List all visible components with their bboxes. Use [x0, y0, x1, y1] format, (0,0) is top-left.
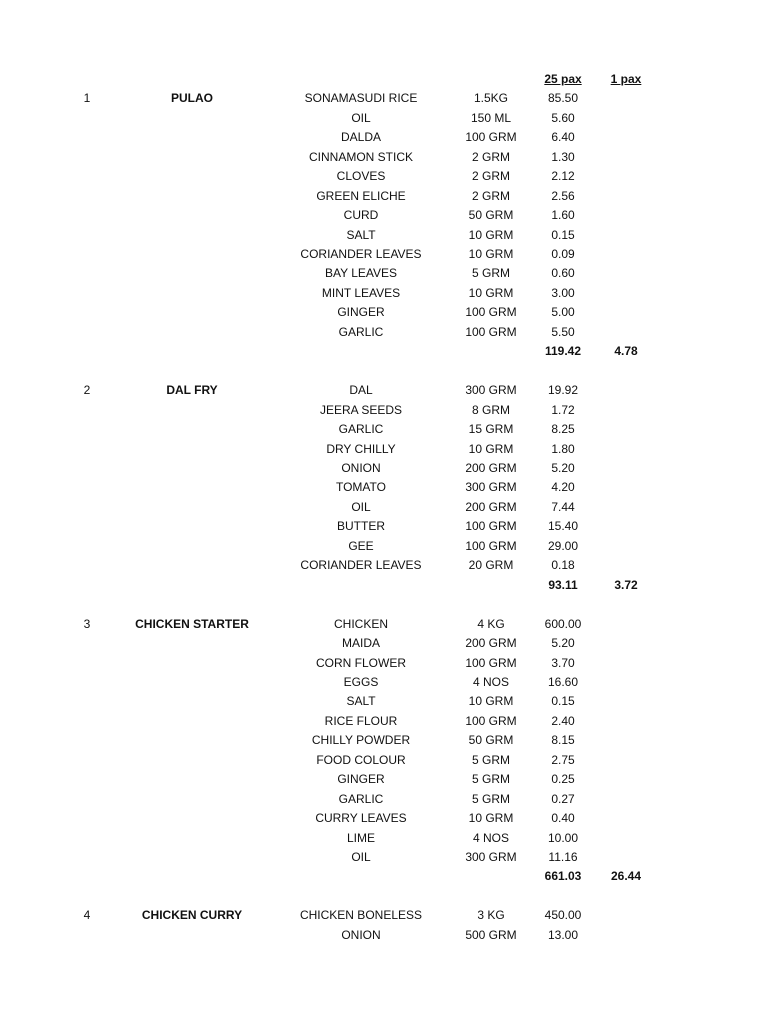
total-25-pax: 661.03 — [544, 869, 582, 883]
ingredient-quantity: 5 GRM — [471, 772, 510, 786]
ingredient-quantity: 5 GRM — [471, 753, 510, 767]
ingredient-quantity: 4 NOS — [472, 831, 509, 845]
ingredient-name: CINNAMON STICK — [308, 150, 413, 164]
ingredient-cost: 15.40 — [547, 519, 579, 533]
ingredient-cost: 19.92 — [547, 383, 579, 397]
total-row — [0, 342, 768, 361]
ingredient-row — [0, 478, 768, 497]
ingredient-quantity: 50 GRM — [468, 208, 514, 222]
ingredient-row — [0, 848, 768, 867]
ingredient-row — [0, 770, 768, 789]
ingredient-name: OIL — [351, 111, 371, 125]
ingredient-name: CORN FLOWER — [316, 656, 406, 670]
ingredient-name: DRY CHILLY — [326, 442, 396, 456]
ingredient-quantity: 100 GRM — [465, 656, 517, 670]
total-1-pax: 26.44 — [610, 869, 642, 883]
ingredient-cost: 5.00 — [551, 305, 575, 319]
ingredient-quantity: 300 GRM — [465, 480, 517, 494]
ingredient-cost: 1.72 — [551, 403, 575, 417]
ingredient-row — [0, 751, 768, 770]
ingredient-cost: 5.20 — [551, 636, 575, 650]
ingredient-name: GARLIC — [338, 792, 384, 806]
ingredient-name: CHILLY POWDER — [311, 733, 411, 747]
ingredient-row — [0, 148, 768, 167]
header-1-pax: 1 pax — [610, 72, 642, 86]
ingredient-name: RICE FLOUR — [324, 714, 398, 728]
ingredient-quantity: 10 GRM — [468, 694, 514, 708]
ingredient-cost: 0.60 — [551, 266, 575, 280]
ingredient-row — [0, 906, 768, 925]
ingredient-quantity: 2 GRM — [471, 150, 510, 164]
dish-number: 2 — [83, 383, 91, 397]
ingredient-quantity: 100 GRM — [465, 539, 517, 553]
ingredient-quantity: 500 GRM — [465, 928, 517, 942]
ingredient-name: SALT — [346, 228, 376, 242]
ingredient-row — [0, 167, 768, 186]
ingredient-row — [0, 284, 768, 303]
ingredient-row — [0, 187, 768, 206]
ingredient-row — [0, 498, 768, 517]
ingredient-row — [0, 517, 768, 536]
ingredient-name: OIL — [351, 500, 371, 514]
ingredient-cost: 6.40 — [551, 130, 575, 144]
dish-number: 4 — [83, 908, 91, 922]
ingredient-row — [0, 926, 768, 945]
ingredient-quantity: 20 GRM — [468, 558, 514, 572]
ingredient-name: GINGER — [337, 772, 385, 786]
ingredient-name: DALDA — [340, 130, 381, 144]
dish-name: CHICKEN STARTER — [135, 617, 249, 631]
ingredient-cost: 1.60 — [551, 208, 575, 222]
ingredient-name: BUTTER — [337, 519, 385, 533]
ingredient-name: EGGS — [343, 675, 379, 689]
ingredient-quantity: 150 ML — [470, 111, 512, 125]
ingredient-row — [0, 109, 768, 128]
ingredient-row — [0, 245, 768, 264]
ingredient-cost: 2.40 — [551, 714, 575, 728]
ingredient-row — [0, 731, 768, 750]
ingredient-row — [0, 226, 768, 245]
ingredient-quantity: 10 GRM — [468, 247, 514, 261]
ingredient-cost: 450.00 — [544, 908, 582, 922]
ingredient-cost: 0.40 — [551, 811, 575, 825]
ingredient-name: CURRY LEAVES — [315, 811, 407, 825]
ingredient-quantity: 50 GRM — [468, 733, 514, 747]
ingredient-quantity: 10 GRM — [468, 286, 514, 300]
ingredient-name: GEE — [348, 539, 374, 553]
ingredient-quantity: 300 GRM — [465, 383, 517, 397]
ingredient-row — [0, 89, 768, 108]
ingredient-cost: 4.20 — [551, 480, 575, 494]
total-1-pax: 3.72 — [614, 578, 638, 592]
ingredient-cost: 8.15 — [551, 733, 575, 747]
total-row — [0, 576, 768, 595]
ingredient-row — [0, 440, 768, 459]
ingredient-row — [0, 712, 768, 731]
ingredient-cost: 5.60 — [551, 111, 575, 125]
ingredient-quantity: 10 GRM — [468, 811, 514, 825]
dish-number: 3 — [83, 617, 91, 631]
ingredient-row — [0, 615, 768, 634]
ingredient-cost: 5.20 — [551, 461, 575, 475]
ingredient-cost: 1.30 — [551, 150, 575, 164]
ingredient-name: ONION — [341, 461, 381, 475]
ingredient-cost: 85.50 — [547, 91, 579, 105]
header-25-pax: 25 pax — [544, 72, 582, 86]
ingredient-quantity: 5 GRM — [471, 792, 510, 806]
ingredient-cost: 0.15 — [551, 228, 575, 242]
ingredient-row — [0, 128, 768, 147]
ingredient-row — [0, 323, 768, 342]
ingredient-quantity: 200 GRM — [465, 636, 517, 650]
ingredient-name: SONAMASUDI RICE — [304, 91, 418, 105]
ingredient-cost: 3.00 — [551, 286, 575, 300]
ingredient-name: JEERA SEEDS — [319, 403, 403, 417]
ingredient-cost: 0.09 — [551, 247, 575, 261]
ingredient-quantity: 100 GRM — [465, 714, 517, 728]
ingredient-cost: 2.75 — [551, 753, 575, 767]
ingredient-row — [0, 556, 768, 575]
ingredient-row — [0, 654, 768, 673]
ingredient-row — [0, 381, 768, 400]
ingredient-quantity: 1.5KG — [473, 91, 509, 105]
ingredient-cost: 5.50 — [551, 325, 575, 339]
ingredient-row — [0, 634, 768, 653]
ingredient-quantity: 300 GRM — [465, 850, 517, 864]
ingredient-quantity: 15 GRM — [468, 422, 514, 436]
ingredient-name: SALT — [346, 694, 376, 708]
total-25-pax: 93.11 — [548, 578, 578, 592]
ingredient-quantity: 5 GRM — [471, 266, 510, 280]
ingredient-cost: 13.00 — [547, 928, 579, 942]
ingredient-row — [0, 790, 768, 809]
ingredient-quantity: 100 GRM — [465, 130, 517, 144]
ingredient-cost: 2.12 — [551, 169, 575, 183]
ingredient-cost: 8.25 — [551, 422, 575, 436]
dish-name: PULAO — [171, 91, 213, 105]
ingredient-cost: 0.15 — [551, 694, 575, 708]
ingredient-cost: 0.18 — [551, 558, 575, 572]
total-25-pax: 119.42 — [544, 344, 582, 358]
ingredient-cost: 0.27 — [551, 792, 575, 806]
ingredient-name: CORIANDER LEAVES — [300, 558, 422, 572]
ingredient-quantity: 4 NOS — [472, 675, 509, 689]
ingredient-quantity: 200 GRM — [465, 461, 517, 475]
ingredient-row — [0, 420, 768, 439]
ingredient-cost: 1.80 — [551, 442, 575, 456]
ingredient-name: GREEN ELICHE — [316, 189, 406, 203]
ingredient-name: LIME — [346, 831, 375, 845]
ingredient-name: GARLIC — [338, 422, 384, 436]
ingredient-cost: 10.00 — [547, 831, 579, 845]
ingredient-row — [0, 206, 768, 225]
ingredient-quantity: 10 GRM — [468, 228, 514, 242]
ingredient-quantity: 2 GRM — [471, 189, 510, 203]
ingredient-cost: 16.60 — [547, 675, 579, 689]
total-1-pax: 4.78 — [614, 344, 638, 358]
ingredient-cost: 3.70 — [551, 656, 575, 670]
ingredient-name: CLOVES — [336, 169, 386, 183]
ingredient-name: ONION — [341, 928, 381, 942]
ingredient-cost: 7.44 — [551, 500, 575, 514]
ingredient-row — [0, 401, 768, 420]
ingredient-quantity: 8 GRM — [471, 403, 510, 417]
ingredient-cost: 600.00 — [544, 617, 582, 631]
ingredient-name: FOOD COLOUR — [316, 753, 406, 767]
ingredient-name: TOMATO — [335, 480, 386, 494]
ingredient-quantity: 10 GRM — [468, 442, 514, 456]
ingredient-row — [0, 264, 768, 283]
ingredient-name: CHICKEN — [333, 617, 388, 631]
ingredient-row — [0, 829, 768, 848]
ingredient-cost: 11.16 — [548, 850, 578, 864]
ingredient-cost: 0.25 — [551, 772, 575, 786]
ingredient-name: MAIDA — [341, 636, 380, 650]
ingredient-row — [0, 459, 768, 478]
ingredient-name: GARLIC — [338, 325, 384, 339]
ingredient-name: CURD — [343, 208, 379, 222]
ingredient-row — [0, 303, 768, 322]
ingredient-quantity: 200 GRM — [465, 500, 517, 514]
ingredient-name: OIL — [351, 850, 371, 864]
ingredient-name: CHICKEN BONELESS — [299, 908, 423, 922]
ingredient-row — [0, 673, 768, 692]
ingredient-name: CORIANDER LEAVES — [300, 247, 422, 261]
total-row — [0, 867, 768, 886]
dish-number: 1 — [83, 91, 91, 105]
ingredient-row — [0, 537, 768, 556]
ingredient-quantity: 100 GRM — [465, 305, 517, 319]
ingredient-name: BAY LEAVES — [324, 266, 398, 280]
ingredient-row — [0, 692, 768, 711]
ingredient-quantity: 4 KG — [477, 617, 505, 631]
ingredient-quantity: 2 GRM — [471, 169, 510, 183]
ingredient-name: GINGER — [337, 305, 385, 319]
ingredient-quantity: 100 GRM — [465, 519, 517, 533]
ingredient-cost: 2.56 — [551, 189, 575, 203]
header-row — [0, 70, 768, 89]
dish-name: DAL FRY — [166, 383, 218, 397]
dish-name: CHICKEN CURRY — [141, 908, 243, 922]
ingredient-quantity: 100 GRM — [465, 325, 517, 339]
ingredient-cost: 29.00 — [547, 539, 579, 553]
ingredient-quantity: 3 KG — [477, 908, 505, 922]
ingredient-row — [0, 809, 768, 828]
ingredient-name: MINT LEAVES — [321, 286, 401, 300]
ingredient-name: DAL — [349, 383, 373, 397]
